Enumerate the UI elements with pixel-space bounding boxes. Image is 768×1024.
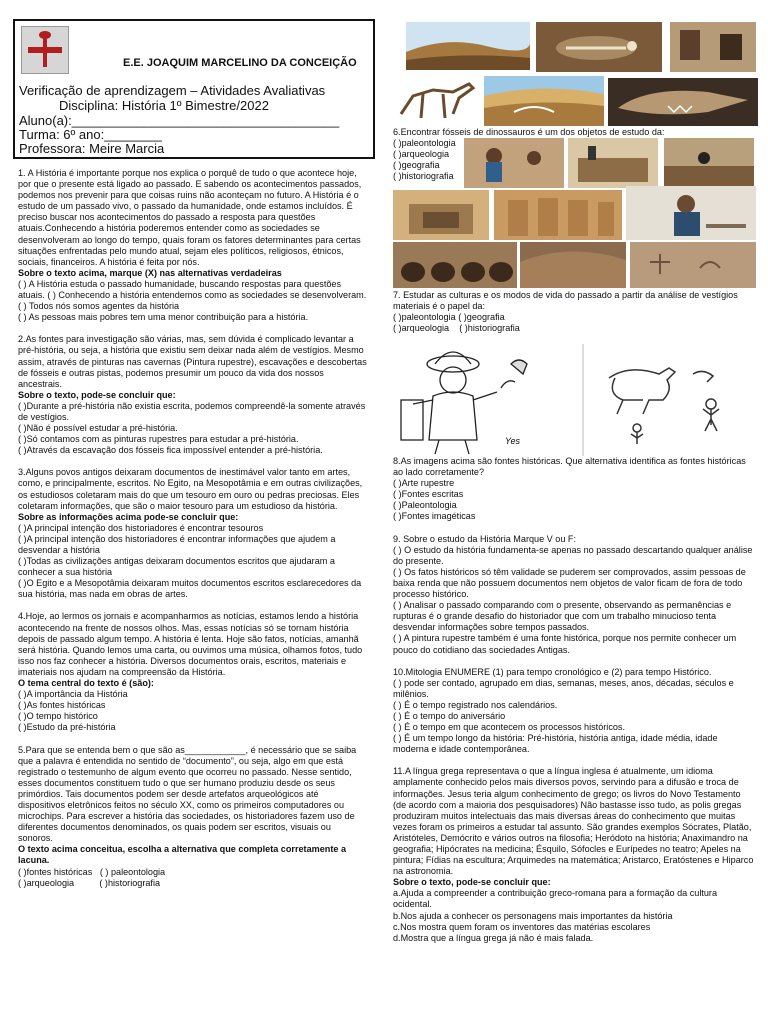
student-name-field[interactable]: Aluno(a):_____________________________________	[19, 113, 340, 128]
researcher-fossil-photo	[626, 186, 756, 240]
dig-site-photo	[568, 138, 658, 188]
option[interactable]: ( )O Egito e a Mesopotâmia deixaram muitos documentos escritos esclarecedores da sua história, mas nada em obras de artes.	[18, 578, 362, 600]
option[interactable]: ( ) As pessoas mais pobres tem uma menor contribuição para a história.	[18, 312, 309, 323]
option[interactable]: ( )arqueologia ( )historiografia	[18, 877, 161, 888]
question-4	[18, 611, 368, 733]
option[interactable]: ( ) É o tempo do aniversário	[393, 710, 506, 721]
cartoon-illustration	[393, 344, 755, 456]
option[interactable]: a.Ajuda a compreender a contribuição greco-romana para a formação da cultura ocidental.	[393, 888, 718, 910]
question-text: 9. Sobre o estudo da História Marque V ou F:	[393, 533, 576, 544]
question-text: 3.Alguns povos antigos deixaram documentos de inestimável valor tanto em artes, como, e principalmente, escritos. No Egito, na Mesopotâmia e em outras civilizações, os estudiosos coletaram mais do que um tesouro em ouro ou pedras preciosas. Eles coletaram informações, que são o maior tesouro para um estudioso da história.	[18, 467, 363, 511]
option[interactable]: ( ) Analisar o passado comparando com o presente, observando as permanências e rupturas é o grande desafio do historiador que com um trabalho minucioso tenta desvendar informações sobre tempos passados.	[393, 600, 732, 633]
option[interactable]: ( )Através da escavação dos fósseis fica impossível entender a pré-história.	[18, 445, 323, 456]
rock-carving-photo	[630, 242, 756, 288]
assessment-title: Verificação de aprendizagem – Atividades Avaliativas	[19, 83, 326, 98]
option[interactable]: ( ) É o tempo registrado nos calendários.	[393, 699, 558, 710]
option[interactable]: ( )Fontes imagéticas	[393, 511, 476, 522]
excavation-photo	[406, 22, 530, 70]
option[interactable]: ( )O tempo histórico	[18, 711, 98, 722]
clay-pots-photo	[393, 242, 517, 288]
option[interactable]: ( ) pode ser contado, agrupado em dias, semanas, meses, anos, décadas, séculos e milênios.	[393, 677, 734, 699]
archaeologist-field-photo	[464, 138, 564, 188]
logo-bar	[28, 47, 62, 53]
archaeologists-photo	[670, 22, 756, 72]
option[interactable]: ( )Arte rupestre	[393, 478, 455, 489]
fossil-dig-photo	[536, 22, 662, 72]
option[interactable]: ( )historiografia	[393, 171, 454, 182]
option[interactable]: ( ) A pintura rupestre também é uma fonte histórica, porque nos permite conhecer um pouco do cotidiano das sociedades Antigas.	[393, 633, 737, 655]
option[interactable]: ( ) É o tempo em que acontecem os processos históricos.	[393, 722, 625, 733]
question-text: 2.As fontes para investigação são várias, mas, sem dúvida é complicado levantar a pré-história, ou seja, a história que existiu sem deixar nada além de vestígios. Mesmo assim, através de pinturas nas cavernas (Pintura rupestre), escavações e descobertas de fósseis e outras pistas, podemos presumir um pouco da vida dos nossos ancestrais.	[18, 334, 367, 389]
question-prompt: Sobre as informações acima pode-se concluir que:	[18, 511, 239, 522]
option[interactable]: c.Nos mostra quem foram os inventores das matérias escolares	[393, 921, 651, 932]
fossil-layer-diagram	[484, 76, 604, 126]
school-name: E.E. JOAQUIM MARCELINO DA CONCEIÇÃO	[123, 57, 357, 69]
option[interactable]: ( ) O estudo da história fundamenta-se apenas no passado descartando qualquer análise do presente.	[393, 544, 753, 566]
question-prompt: O texto acima conceitua, escolha a alternativa que completa corretamente a lacuna.	[18, 844, 347, 866]
question-text: 4.Hoje, ao lermos os jornais e acompanharmos as notícias, estamos lendo a história acontecendo na frente de nossos olhos. Mas, essas notícias só se tornam história depois de passado algum tempo. A história é lenta. Hoje são fatos, notícias, amanhã será história. Quando lemos uma carta, ou ouvimos uma música, olhamos fotos, tudo isso nos faz conhecer a história. Diversos documentos orais, escritos, materiais e imateriais nos ajudam na compreensão da História.	[18, 611, 363, 677]
option[interactable]: ( )As fontes históricas	[18, 700, 106, 711]
option[interactable]: ( ) Todos nós somos agentes da história	[18, 301, 180, 312]
option[interactable]: ( )fontes históricas ( ) paleontologia	[18, 866, 166, 877]
option[interactable]: ( )Estudo da pré-história	[18, 722, 116, 733]
question-prompt: Sobre o texto, pode-se concluir que:	[18, 389, 176, 400]
cave-rock-photo	[520, 242, 626, 288]
option[interactable]: ( )Só contamos com as pinturas rupestres para estudar a pré-história.	[18, 434, 299, 445]
dinosaur-skeleton-image	[393, 74, 479, 126]
trex-skull-photo	[608, 78, 758, 126]
question-11	[393, 766, 755, 944]
question-8	[393, 456, 755, 523]
class-field[interactable]: Turma: 6º ano:________	[19, 127, 163, 142]
option[interactable]: ( )arqueologia	[393, 149, 450, 160]
question-prompt: Sobre o texto acima, marque (X) nas alternativas verdadeiras	[18, 267, 282, 278]
option[interactable]: ( )Durante a pré-história não existia escrita, podemos compreendê-la somente através de vestígios.	[18, 400, 366, 422]
question-text: 11.A língua grega representava o que a língua inglesa é atualmente, um idioma amplamente conhecido pelos mais diversos povos, servindo para a difusão e troca de informações. Jesus teria algum conhecimento de grego; os livros do Novo Testamento (de acordo com a maioria dos pesquisadores) Não bastasse isso tudo, as polis gregas produziram muitos intelectuais das mais diversas áreas do conhecimento que muitas vezes foram os primeiros a estudar tal assunto. São grandes exemplos Sócrates, Platão, Aristóteles, Demócrito e vários outros na filosofia; Heródoto na história; Anaximandro na geografia; Hipócrates na medicina; Ésquilo, Sófocles e Eurípedes no teatro; Apeles na pintura; Fídias na escultura; Arquimedes na matemática; Aristarco, Eratóstenes e Hiparco na astronomia.	[393, 766, 754, 877]
question-prompt: Sobre o texto, pode-se concluir que:	[393, 877, 551, 888]
cave-painting-drawing	[609, 368, 719, 444]
option[interactable]: ( )arqueologia ( )historiografia	[393, 323, 520, 334]
option[interactable]: ( ) A História estuda o passado humanidade, buscando respostas para questões atuais. ( ) Conhecendo a história entendemos como as sociedades se desenvolveram.	[18, 278, 367, 301]
option[interactable]: b.Nos ajuda a conhecer os personagens mais importantes da história	[393, 910, 673, 921]
option[interactable]: ( )geografia	[393, 160, 440, 171]
option[interactable]: d.Mostra que a língua grega já não é mais falada.	[393, 932, 594, 943]
option[interactable]: ( )Fontes escritas	[393, 489, 464, 500]
option[interactable]: ( )paleontologia	[393, 138, 456, 149]
question-text: 7. Estudar as culturas e os modos de vida do passado a partir da análise de vestígios materiais é o papel da:	[393, 290, 738, 312]
question-9	[393, 534, 755, 656]
cartoon-signature: Yes	[505, 436, 521, 446]
left-column	[18, 168, 368, 900]
header-box	[13, 19, 375, 159]
question-text: 1. A História é importante porque nos explica o porquê de tudo o que acontece hoje, por que o presente está ligado ao passado. E sabendo os acontecimentos passados, podemos nos prevenir para que coisas ruins não aconteçam no futuro. A História é o estudo de um passado vivo, o passado da humanidade, onde estamos incluídos. É preciso buscar nos acontecimentos do passado a resposta para questões atuais.Conhecendo a história poderemos entender como as sociedades se desenvolveram ao longo do tempo, quais foram os fatores determinantes para certas situações enfrentadas pelo mundo atual, sejam eles políticos, religiosos, étnicos, sociais, financeiros. A história é feita por nós.	[18, 168, 362, 267]
question-text: 8.As imagens acima são fontes históricas. Que alternativa identifica as fontes históricas ao lado corretamente?	[393, 456, 746, 478]
option[interactable]: ( )A importância da História	[18, 689, 128, 700]
option[interactable]: ( )A principal intenção dos historiadores é encontrar informações que ajudem a desvendar a história	[18, 533, 336, 555]
question-prompt: O tema central do texto é (são):	[18, 678, 154, 689]
excavation-workers-photo	[664, 138, 754, 188]
right-column	[393, 456, 755, 955]
option[interactable]: ( ) É um tempo longo da história: Pré-história, história antiga, idade média, idade moderna e idade contemporânea.	[393, 733, 718, 755]
teacher-line: Professora: Meire Marcia	[19, 141, 165, 156]
option[interactable]: ( )paleontologia ( )geografia	[393, 312, 505, 323]
question-5	[18, 745, 368, 889]
option[interactable]: ( )A principal intenção dos historiadores é encontrar tesouros	[18, 522, 264, 533]
option[interactable]: ( )Paleontologia	[393, 500, 457, 511]
discipline-line: Disciplina: História 1º Bimestre/2022	[59, 98, 269, 113]
question-text: 10.Mitologia ENUMERE (1) para tempo cronológico e (2) para tempo Histórico.	[393, 666, 712, 677]
school-logo	[21, 26, 69, 74]
temple-facade-photo	[494, 190, 622, 240]
stone-ruins-photo	[393, 190, 489, 240]
question-text: 6.Encontrar fósseis de dinossauros é um dos objetos de estudo da:	[393, 127, 665, 137]
question-10	[393, 667, 755, 756]
question-3	[18, 467, 368, 600]
question-1	[18, 168, 368, 323]
option[interactable]: ( )Todas as civilizações antigas deixaram documentos escritos que ajudaram a conhecer a sua história	[18, 556, 335, 578]
question-text: 5.Para que se entenda bem o que são as____________, é necessário que se saiba que a palavra é entendida no sentido de “documento”, ou seja, algo em que está registrado o testemunho de algum evento que ocorreu no passado. Nesse sentido, esses documentos constituem tudo o que ser humano produziu desde os seus primórdios. Tais documentos podem ser desde artefatos arqueológicos até dispositivos eletrônicos feitos no século XX, como os primeiros computadores ou microchips. Para escrever a história das sociedades, os historiadores fazem uso de diferentes documentos denominados, os quais podem ser escritos, visuais ou sonoros.	[18, 744, 357, 844]
option[interactable]: ( ) Os fatos históricos só têm validade se puderem ser comprovados, assim pessoas de baixa renda que não possuem documentos nem objetos de valor ficam de fora de todo processo histórico.	[393, 566, 746, 600]
question-7	[393, 290, 755, 334]
question-2	[18, 334, 368, 456]
option[interactable]: ( )Não é possível estudar a pré-história.	[18, 423, 178, 434]
